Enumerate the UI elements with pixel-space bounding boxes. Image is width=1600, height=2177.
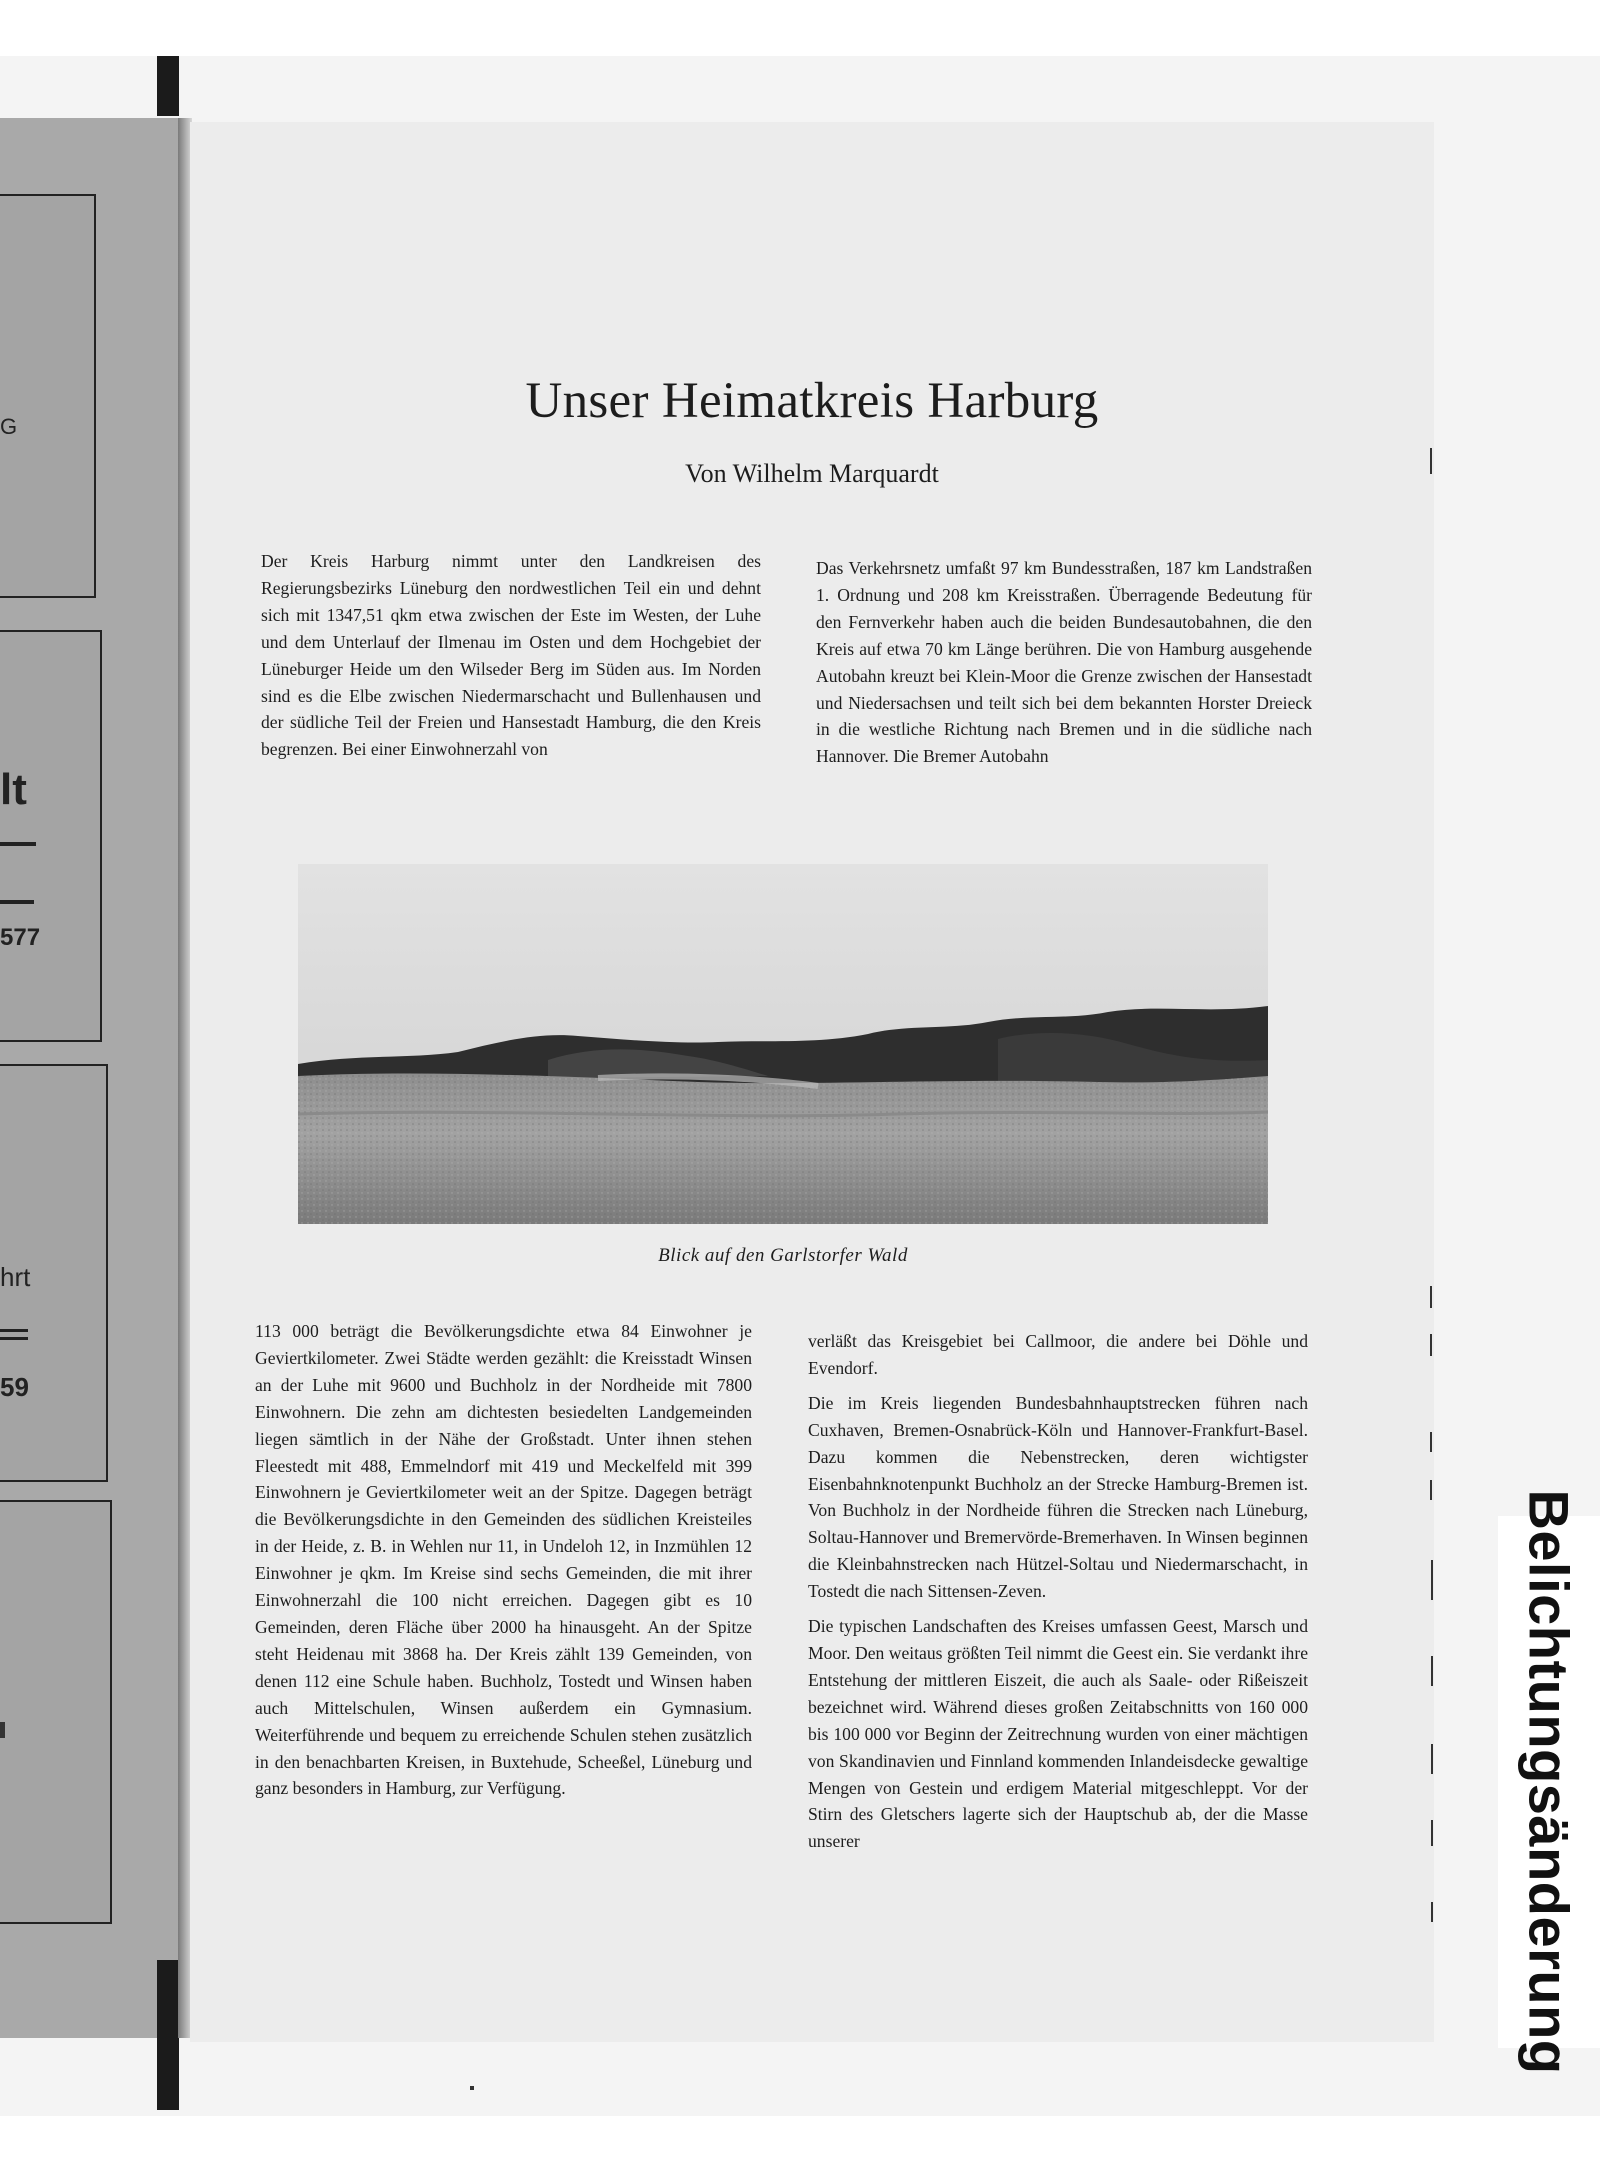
- left-page-box: [0, 1500, 112, 1924]
- left-page-box: [0, 194, 96, 598]
- left-page-mark: [0, 1722, 5, 1738]
- scan-mark: [1431, 1744, 1433, 1774]
- left-page-fragment: lt: [0, 765, 27, 814]
- binding-strip: [157, 56, 179, 116]
- scan-mark: [1431, 1902, 1433, 1922]
- left-page-rule: [0, 1329, 28, 1332]
- photo-caption: Blick auf den Garlstorfer Wald: [658, 1245, 908, 1266]
- scan-mark: [1430, 1286, 1432, 1308]
- text-column-left-bottom: [255, 1318, 752, 1810]
- left-page-fragment: 577: [0, 924, 41, 951]
- paragraph: verläßt das Kreisgebiet bei Callmoor, die andere bei Döhle und Evendorf.: [808, 1331, 1308, 1378]
- paragraph: Der Kreis Harburg nimmt unter den Landkreisen des Regierungsbezirks Lüneburg den nordwestlichen Teil ein und dehnt sich mit 1347,51 qkm etwa zwischen der Este im Westen, der Luhe und dem Unterlauf der Ilmenau im Osten und dem Hochgebiet der Lüneburger Heide um den Wilseder Berg im Süden aus. Im Norden sind es die Elbe zwischen Niedermarschacht und Bullenhausen und der südliche Teil der Freien und Hansestadt Hamburg, die den Kreis begrenzen. Bei einer Einwohnerzahl von: [261, 551, 761, 760]
- text-column-right-top: [816, 555, 1312, 778]
- left-page-rule: [0, 900, 34, 904]
- binding-strip: [157, 1960, 179, 2110]
- scan-mark: [470, 2086, 474, 2090]
- left-page-box: [0, 630, 102, 1042]
- left-page-rule: [0, 842, 36, 846]
- scan-mark: [1430, 1432, 1432, 1452]
- left-page-fragment: hrt: [0, 1262, 31, 1292]
- scan-mark: [1430, 448, 1432, 474]
- article-title: Unser Heimatkreis Harburg: [525, 373, 1099, 429]
- paragraph: Das Verkehrsnetz umfaßt 97 km Bundesstraßen, 187 km Landstraßen 1. Ordnung und 208 km Kreisstraßen. Überragende Bedeutung für den Fernverkehr haben auch die beiden Bundesautobahnen, die den Kreis auf etwa 70 km Länge berühren. Die von Hamburg ausgehende Autobahn kreuzt bei Klein-Moor die Grenze zwischen der Hansestadt und Niedersachsen und teilt sich bei dem bekannten Horster Dreieck in die westliche Richtung nach Bremen und in die südliche nach Hannover. Die Bremer Autobahn: [816, 558, 1312, 767]
- landscape-photo-image: [298, 864, 1268, 1224]
- scan-mark: [1431, 1820, 1433, 1846]
- scan-mark: [1431, 1656, 1433, 1686]
- paragraph: Die typischen Landschaften des Kreises umfassen Geest, Marsch und Moor. Den weitaus größten Teil nimmt die Geest ein. Sie verdankt ihre Entstehung der mittleren Eiszeit, die auch als Saale- oder Rißeiszeit bezeichnet wird. Während dieses großen Zeitabschnitts von 160 000 bis 100 000 vor Beginn der Zeitrechnung wurden von einer mächtigen von Skandinavien und Finnland kommenden Inlandeisdecke gewaltige Mengen von Gestein und erdigem Material mitgeschleppt. Vor der Stirn des Gletschers lagerte sich der Hauptschub ab, der die Masse unserer: [808, 1616, 1308, 1852]
- text-column-left-top: [261, 548, 761, 771]
- paragraph: 113 000 beträgt die Bevölkerungsdichte etwa 84 Einwohner je Geviertkilometer. Zwei Städte werden gezählt: die Kreisstadt Winsen an der Luhe mit 9600 und Buchholz in der Nordheide mit 7800 Einwohnern. Die zehn am dichtesten besiedelten Landgemeinden liegen sämtlich in der Nähe der Großstadt. Unter ihnen stehen Fleestedt mit 488, Emmelndorf mit 419 und Meckelfeld mit 399 Einwohnern je Geviertkilometer weit an der Spitze. Dagegen beträgt die Bevölkerungsdichte in den Gemeinden des südlichen Kreisteiles in der Heide, z. B. in Wehlen nur 11, in Undeloh 12, in Inzmühlen 12 Einwohner je qkm. Im Kreise sind sechs Gemeinden, die mit ihrer Einwohnerzahl die 100 nicht erreichen. Dagegen gibt es 10 Gemeinden, deren Fläche über 2000 ha hinausgeht. An der Spitze steht Heidenau mit 3868 ha. Der Kreis zählt 139 Gemeinden, von denen 112 eine Schule haben. Buchholz, Tostedt und Winsen haben auch Mittelschulen, Winsen außerdem ein Gymnasium. Weiterführende und bequem zu erreichende Schulen stehen zusätzlich in den benachbarten Kreisen, in Buxtehude, Scheeßel, Lüneburg und ganz besonders in Hamburg, zur Verfügung.: [255, 1321, 752, 1799]
- left-page-fragment: 59: [0, 1372, 29, 1402]
- article-author: Von Wilhelm Marquardt: [685, 459, 939, 488]
- stamp-text: Belichtungsänderung: [1517, 1489, 1581, 2075]
- left-page-fragment: G: [0, 414, 18, 439]
- text-column-right-bottom: [808, 1328, 1308, 1863]
- scan-mark: [1430, 1334, 1432, 1356]
- scan-mark: [1431, 1560, 1433, 1600]
- scan-mark: [1430, 1480, 1432, 1500]
- landscape-photo: [298, 864, 1268, 1224]
- left-page-rule: [0, 1337, 28, 1340]
- paragraph: Die im Kreis liegenden Bundesbahnhauptstrecken führen nach Cuxhaven, Bremen-Osnabrück-Köln und Hannover-Frankfurt-Basel. Dazu kommen die Nebenstrecken, deren wichtigster Eisenbahnknotenpunkt Buchholz an der Strecke Hamburg-Bremen ist. Von Buchholz in der Nordheide führen die Strecken nach Lüneburg, Soltau-Hannover und Bremervörde-Bremerhaven. In Winsen beginnen die Kleinbahnstrecken nach Hützel-Soltau und Niedermarschacht, in Tostedt die nach Sittensen-Zeven.: [808, 1392, 1308, 1602]
